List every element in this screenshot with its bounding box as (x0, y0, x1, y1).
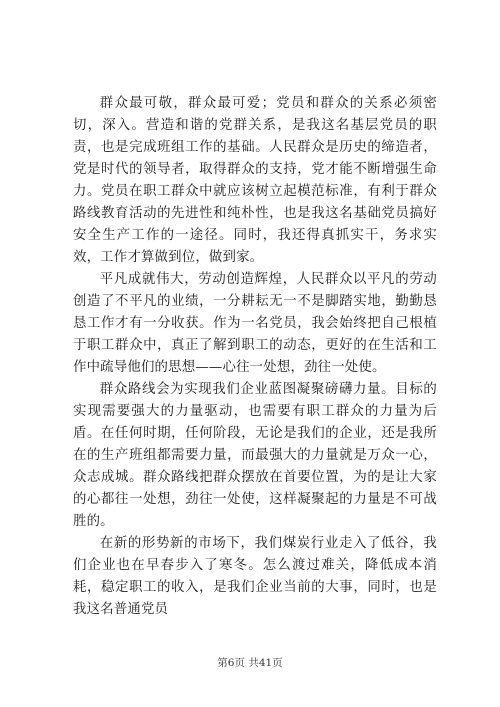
paragraph: 群众路线会为实现我们企业蓝图凝聚磅礴力量。目标的实现需要强大的力量驱动，也需要有职工群众的力量为后盾。在任何时期，任何阶段，无论是我们的企业，还是我所在的生产班组都需要力量，而最强大的力量就是万众一心，众志成城。群众路线把群众摆放在首要位置，为的是让大家的心都往一处想，劲往一处使，这样凝聚起的力量是不可战胜的。 (73, 382, 437, 529)
paragraph: 在新的形势新的市场下，我们煤炭行业走入了低谷，我们企业也在早春步入了寒冬。怎么渡过难关，降低成本消耗，稳定职工的收入，是我们企业当前的大事，同时，也是我这名普通党员 (73, 536, 437, 617)
paragraph: 群众最可敬，群众最可爱；党员和群众的关系必须密切，深入。营造和谐的党群关系，是我这名基层党员的职责，也是完成班组工作的基础。人民群众是历史的缔造者，党是时代的领导者，取得群众的支持，党才能不断增强生命力。党员在职工群众中就应该树立起模范标准，有利于群众路线教育活动的先进性和纯朴性，也是我这名基础党员搞好安全生产工作的一途径。同时，我还得真抓实干，务求实效，工作才算做到位，做到家。 (73, 96, 437, 265)
paragraph: 平凡成就伟大，劳动创造辉煌，人民群众以平凡的劳动创造了不平凡的业绩，一分耕耘无一不是脚踏实地，勤勤恳恳工作才有一分收获。作为一名党员，我会始终把自己根植于职工群众中，真正了解到职工的动态，更好的在生活和工作中疏导他们的思想——心往一处想，劲往一处使。 (73, 272, 437, 375)
page-number-footer: 第6页 共41页 (217, 657, 283, 669)
document-body (73, 93, 437, 621)
